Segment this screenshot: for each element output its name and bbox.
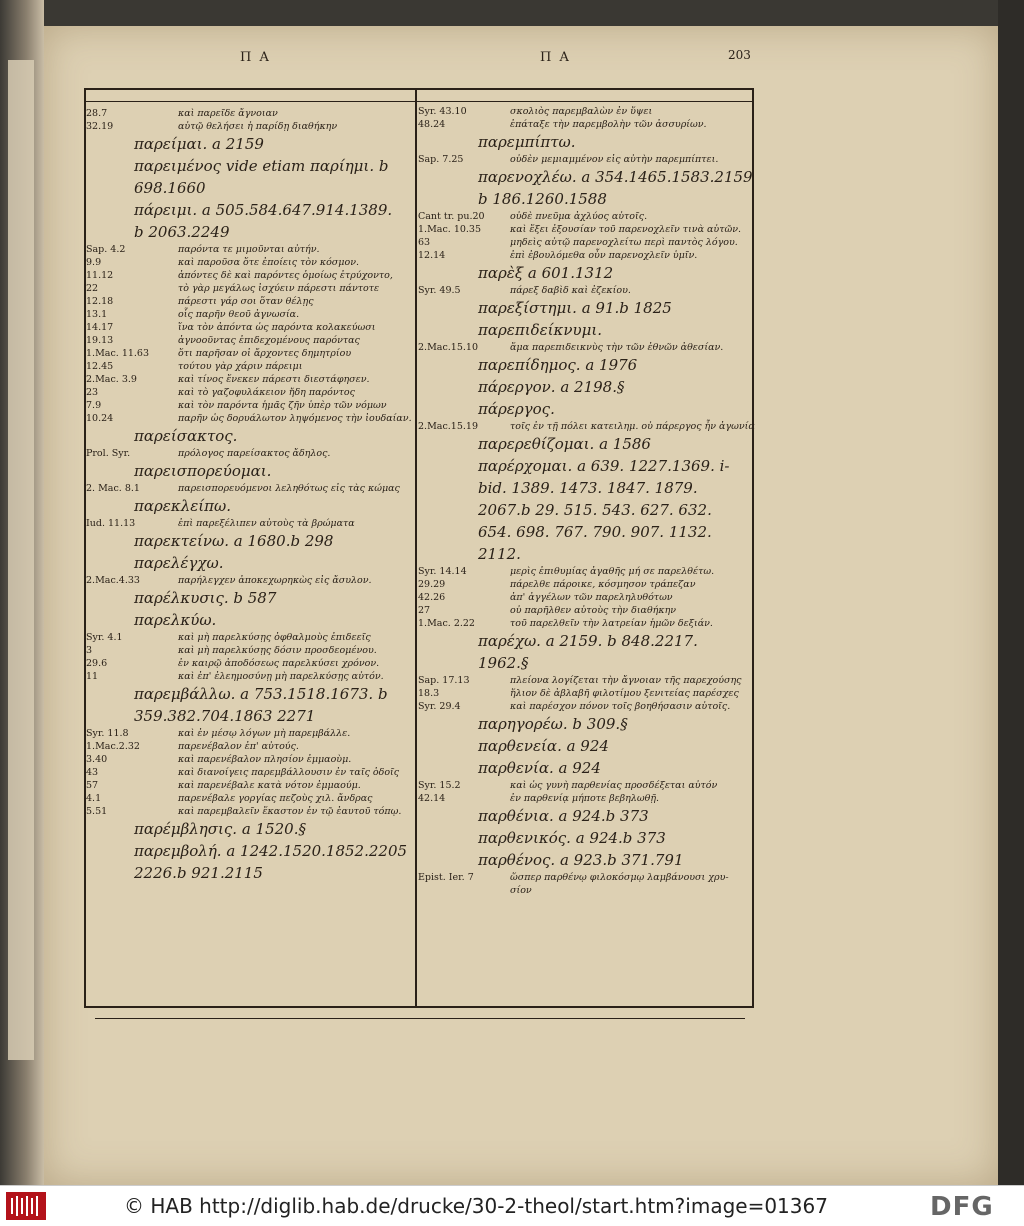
verse-reference: 19.13 (86, 335, 114, 346)
dfg-logo: DFG (930, 1192, 994, 1222)
citation-text: τούτου γὰρ χάριν πάρειμι (178, 361, 303, 372)
index-entry-line (86, 670, 414, 683)
verse-reference: 27 (418, 605, 431, 616)
lemma-heading: παρεισπορεύομαι. (134, 462, 272, 480)
citation-text: πάρεστι γάρ σοι ὅταν θέλῃς (178, 296, 314, 307)
index-entry-line (86, 360, 414, 373)
index-entry-line (86, 256, 414, 269)
citation-text: ἐπὶ ἐβουλόμεθα οὖν παρενοχλεῖν ὑμῖν. (510, 250, 698, 261)
citation-text: μηδεὶς αὐτῷ παρενοχλείτω περὶ παντὸς λόγου. (510, 237, 738, 248)
left-column (86, 107, 414, 884)
citation-text: καὶ ἕξει ἐξουσίαν τοῦ παρενοχλεῖν τινὰ αὐτῶν. (510, 224, 741, 235)
citation-text: πάρεξ δαβὶδ καὶ ἐζεκίου. (510, 285, 631, 296)
citation-text: καὶ ἐπ' ἐλεημοσύνῃ μὴ παρελκύσῃς αὐτόν. (178, 671, 384, 682)
citation-text: τοῦ παρελθεῖν τὴν λατρείαν ἡμῶν δεξιάν. (510, 618, 713, 629)
lemma-heading: παρείμαι. a 2159 (134, 135, 264, 153)
lemma-heading: παρεξίστημι. a 91.b 1825 (478, 299, 672, 317)
citation-text: παρήλεγχεν ἀποκεχωρηκὼς εἰς ἄσυλον. (178, 575, 372, 586)
lemma-heading: παρείσακτος. (134, 427, 238, 445)
lemma-heading: bid. 1389. 1473. 1847. 1879. (478, 479, 698, 497)
index-entry-line (418, 105, 751, 118)
index-entry-line (418, 236, 751, 249)
citation-text: ἅμα παρεπιδεικνὺς τὴν τῶν ἐθνῶν ἀθεσίαν. (510, 342, 724, 353)
right-frame-line (752, 88, 754, 1008)
index-entry-line (418, 591, 751, 604)
citation-text: καὶ παρέσχον πόνον τοῖς βοηθήσασιν αὐτοῖς. (510, 701, 731, 712)
index-entry-line (418, 153, 751, 166)
verse-reference: Syr. 14.14 (418, 566, 467, 577)
citation-text: ἐν καιρῷ ἀποδόσεως παρελκύσει χρόνον. (178, 658, 380, 669)
citation-text: οὐδὲν μεμιαμμένον εἰς αὐτὴν παρεμπίπτει. (510, 154, 719, 165)
citation-text: καὶ παροῦσα ὅτε ἐποίεις τὸν κόσμον. (178, 257, 359, 268)
lemma-heading: παρεπίδημος. a 1976 (478, 356, 638, 374)
lemma-heading: παρενοχλέω. a 354.1465.1583.2159 (478, 168, 753, 186)
index-entry-line (418, 884, 751, 897)
index-entry-line (86, 399, 414, 412)
citation-text: πάρελθε πάροικε, κόσμησον τράπεζαν (510, 579, 696, 590)
index-entry-line (86, 334, 414, 347)
verse-reference: 12.14 (418, 250, 446, 261)
index-entry-line (86, 657, 414, 670)
citation-text: παρόντα τε μιμοῦνται αὐτήν. (178, 244, 320, 255)
verse-reference: 29.6 (86, 658, 108, 669)
citation-text: ἐπάταξε τὴν παρεμβολὴν τῶν ἀσσυρίων. (510, 119, 707, 130)
index-entry-line (86, 321, 414, 334)
footer-rule-thin (95, 1018, 745, 1019)
lemma-heading: 654. 698. 767. 790. 907. 1132. (478, 523, 712, 541)
verse-reference: 43 (86, 767, 99, 778)
page-number: 203 (728, 48, 751, 62)
verse-reference: Sap. 4.2 (86, 244, 126, 255)
citation-text: πλείονα λογίζεται τὴν ἄγνοιαν τῆς παρεχούσης (510, 675, 742, 686)
verse-reference: 42.14 (418, 793, 446, 804)
lemma-heading: 1962.§ (478, 654, 529, 672)
index-entry-line (86, 779, 414, 792)
lemma-heading: παρεμπίπτω. (478, 133, 576, 151)
index-entry-line (86, 753, 414, 766)
lemma-heading: παρεμβάλλω. a 753.1518.1673. b (134, 685, 388, 703)
citation-text: καὶ μὴ παρελκύσῃς δόσιν προσδεομένου. (178, 645, 377, 656)
citation-text: καὶ διανοίγεις παρεμβάλλουσιν ἐν ταῖς ὁδοῖς (178, 767, 400, 778)
index-entry-line (418, 604, 751, 617)
verse-reference: 2. Mac. 8.1 (86, 483, 140, 494)
verse-reference: 11.12 (86, 270, 114, 281)
citation-text: καὶ παρεῖδε ἄγνοιαν (178, 108, 278, 119)
header-rule-bottom (84, 101, 754, 102)
right-column (418, 105, 755, 897)
citation-text: ὅτι παρῆσαν οἱ ἄρχοντες δημητρίου (178, 348, 352, 359)
lemma-heading: παρέλκυσις. b 587 (134, 589, 277, 607)
lemma-heading: 698.1660 (134, 179, 206, 197)
verse-reference: Syr. 15.2 (418, 780, 461, 791)
verse-reference: Syr. 49.5 (418, 285, 461, 296)
citation-text: πρόλογος παρείσακτος ἄδηλος. (178, 448, 331, 459)
citation-text: ἥλιον δὲ ἀβλαβῆ φιλοτίμου ξενιτείας παρέσχες (510, 688, 739, 699)
verse-reference: Iud. 11.13 (86, 518, 136, 529)
index-entry-line (86, 792, 414, 805)
index-entry-line (86, 482, 414, 495)
scan-top-border (44, 0, 998, 26)
verse-reference: Syr. 11.8 (86, 728, 129, 739)
verse-reference: 1.Mac. 10.35 (418, 224, 482, 235)
citation-text: ἐν παρθενίᾳ μήποτε βεβηλωθῇ. (510, 793, 660, 804)
verse-reference: Cant tr. pu.20 (418, 211, 485, 222)
index-entry-line (86, 347, 414, 360)
verse-reference: 4.1 (86, 793, 102, 804)
citation-text: ἐπὶ παρεξέλιπεν αὐτοὺς τὰ βρώματα (178, 518, 355, 529)
index-entry-line (86, 282, 414, 295)
citation-text: οὐ παρῆλθεν αὐτοὺς τὴν διαθήκην (510, 605, 677, 616)
index-entry-line (418, 617, 751, 630)
running-head-left: Π Α (240, 50, 271, 65)
lemma-heading: παρθένος. a 923.b 371.791 (478, 851, 684, 869)
lemma-heading: παρεπιδείκνυμι. (478, 321, 603, 339)
citation-text: τοῖς ἐν τῇ πόλει κατειλημ. οὐ πάρεργος ἦν ἀγωνία (510, 421, 755, 432)
citation-text: ὥσπερ παρθένῳ φιλοκόσμῳ λαμβάνουσι χρυ- (510, 872, 729, 883)
verse-reference: 63 (418, 237, 431, 248)
lemma-heading: παρθενικός. a 924.b 373 (478, 829, 666, 847)
lemma-heading: παρεκλείπω. (134, 497, 231, 515)
verse-reference: 11 (86, 671, 99, 682)
lemma-heading: b 2063.2249 (134, 223, 230, 241)
citation-text: παρῆν ὡς δορυάλωτον ληψόμενος τὴν ἰουδαίαν. (178, 413, 412, 424)
verse-reference: Sap. 7.25 (418, 154, 464, 165)
citation-text: καὶ μὴ παρελκύσῃς ὀφθαλμοὺς ἐπιδεεῖς (178, 632, 371, 643)
verse-reference: 14.17 (86, 322, 114, 333)
verse-reference: 13.1 (86, 309, 108, 320)
index-entry-line (86, 644, 414, 657)
verse-reference: 23 (86, 387, 99, 398)
footer-bar (0, 1185, 1024, 1226)
citation-text: οἷς παρῆν θεοῦ ἀγνωσία. (178, 309, 300, 320)
running-head-right: Π Α (540, 50, 571, 65)
index-entry-line (418, 871, 751, 884)
verse-reference: 22 (86, 283, 99, 294)
lemma-heading: παρθενεία. a 924 (478, 737, 609, 755)
verse-reference: Epist. Ier. 7 (418, 872, 474, 883)
index-entry-line (86, 805, 414, 818)
index-entry-line (418, 118, 751, 131)
citation-text: καὶ ἐν μέσῳ λόγων μὴ παρεμβάλλε. (178, 728, 351, 739)
lemma-heading: b 186.1260.1588 (478, 190, 607, 208)
scan-right-border (998, 0, 1024, 1185)
verse-reference: Syr. 43.10 (418, 106, 467, 117)
index-entry-line (418, 792, 751, 805)
citation-text: ἵνα τὸν ἀπόντα ὡς παρόντα κολακεύωσι (178, 322, 376, 333)
lemma-heading: πάρεργον. a 2198.§ (478, 378, 625, 396)
index-entry-line (418, 565, 751, 578)
index-entry-line (86, 517, 414, 530)
lemma-heading: πάρειμι. a 505.584.647.914.1389. (134, 201, 393, 219)
index-entry-line (418, 341, 751, 354)
index-entry-line (418, 700, 751, 713)
lemma-heading: παρειμένος vide etiam παρίημι. b (134, 157, 389, 175)
index-entry-line (86, 574, 414, 587)
lemma-heading: παρερεθίζομαι. a 1586 (478, 435, 651, 453)
citation-text: τὸ γὰρ μεγάλως ἰσχύειν πάρεστι πάντοτε (178, 283, 380, 294)
verse-reference: 3.40 (86, 754, 108, 765)
index-entry-line (86, 631, 414, 644)
hab-logo-icon (6, 1192, 46, 1220)
verse-reference: Syr. 4.1 (86, 632, 123, 643)
verse-reference: 9.9 (86, 257, 102, 268)
lemma-heading: παρέρχομαι. a 639. 1227.1369. i- (478, 457, 730, 475)
lemma-heading: παρέμβλησις. a 1520.§ (134, 820, 306, 838)
index-entry-line (86, 447, 414, 460)
index-entry-line (418, 779, 751, 792)
index-entry-line (418, 687, 751, 700)
index-entry-line (418, 223, 751, 236)
citation-text: καὶ παρενέβαλε κατὰ νότον ἐμμαούμ. (178, 780, 361, 791)
citation-text: ἀγνοοῦντας ἐπιδεχομένους παρόντας (178, 335, 360, 346)
verse-reference: 5.51 (86, 806, 108, 817)
index-entry-line (86, 727, 414, 740)
verse-reference: 10.24 (86, 413, 114, 424)
verse-reference: 28.7 (86, 108, 108, 119)
index-entry-line (418, 284, 751, 297)
citation-text: σκολιὸς παρεμβαλὼν ἐν ὕψει (510, 106, 653, 117)
citation-text: ἀπόντες δὲ καὶ παρόντες ὁμοίως ἐτρύχοντο, (178, 270, 393, 281)
index-entry-line (86, 269, 414, 282)
citation-text: καὶ τὸ γαζοφυλάκειον ἤδη παρόντος (178, 387, 355, 398)
lemma-heading: παρελκύω. (134, 611, 217, 629)
verse-reference: 1.Mac. 11.63 (86, 348, 150, 359)
lemma-heading: παρὲξ a 601.1312 (478, 264, 614, 282)
verse-reference: 1.Mac.2.32 (86, 741, 140, 752)
lemma-heading: παρηγορέω. b 309.§ (478, 715, 628, 733)
index-entry-line (418, 578, 751, 591)
verse-reference: 12.45 (86, 361, 114, 372)
verse-reference: 48.24 (418, 119, 446, 130)
index-entry-line (86, 740, 414, 753)
citation-text: καὶ παρενέβαλον πλησίον ἐμμαοὺμ. (178, 754, 352, 765)
index-entry-line (86, 243, 414, 256)
footer-rule (84, 1006, 754, 1008)
citation-text: καὶ τὸν παρόντα ἡμᾶς ζῆν ὑπὲρ τῶν νόμων (178, 400, 387, 411)
lemma-heading: πάρεργος. (478, 400, 555, 418)
index-entry-line (418, 420, 755, 433)
verse-reference: 2.Mac.4.33 (86, 575, 140, 586)
copyright-link[interactable]: © HAB http://diglib.hab.de/drucke/30-2-theol/start.htm?image=01367 (124, 1194, 828, 1218)
lemma-heading: παρθένια. a 924.b 373 (478, 807, 649, 825)
verse-reference: 2.Mac. 3.9 (86, 374, 137, 385)
citation-text: σίον (510, 885, 532, 896)
citation-text: καὶ παρεμβαλεῖν ἕκαστον ἐν τῷ ἑαυτοῦ τόπῳ. (178, 806, 402, 817)
index-entry-line (86, 295, 414, 308)
index-entry-line (86, 308, 414, 321)
book-binding-edge (0, 0, 44, 1185)
verse-reference: Syr. 29.4 (418, 701, 461, 712)
lemma-heading: παρέχω. a 2159. b 848.2217. (478, 632, 698, 650)
citation-text: παρεισπορευόμενοι λεληθότως εἰς τὰς κώμας (178, 483, 400, 494)
verse-reference: 29.29 (418, 579, 446, 590)
verse-reference: 3 (86, 645, 93, 656)
verse-reference: 2.Mac.15.19 (418, 421, 478, 432)
lemma-heading: παρεμβολή. a 1242.1520.1852.2205 (134, 842, 408, 860)
index-entry-line (86, 412, 414, 425)
index-entry-line (86, 373, 414, 386)
verse-reference: 32.19 (86, 121, 114, 132)
citation-text: καὶ τίνος ἕνεκεν πάρεστι διεστάφησεν. (178, 374, 370, 385)
verse-reference: 57 (86, 780, 99, 791)
citation-text: μερὶς ἐπιθυμίας ἀγαθῆς μή σε παρελθέτω. (510, 566, 715, 577)
verse-reference: 12.18 (86, 296, 114, 307)
citation-text: ἀπ' ἀγγέλων τῶν παρεληλυθότων (510, 592, 673, 603)
verse-reference: 2.Mac.15.10 (418, 342, 478, 353)
lemma-heading: 2067.b 29. 515. 543. 627. 632. (478, 501, 712, 519)
index-entry-line (418, 674, 751, 687)
column-divider (415, 88, 417, 1008)
lemma-heading: 359.382.704.1863 2271 (134, 707, 316, 725)
lemma-heading: παρεκτείνω. a 1680.b 298 (134, 532, 334, 550)
lemma-heading: 2226.b 921.2115 (134, 864, 263, 882)
header-rule-top (84, 88, 754, 90)
index-entry-line (86, 386, 414, 399)
index-entry-line (86, 766, 414, 779)
index-entry-line (86, 120, 414, 133)
citation-text: οὐδὲ πνεῦμα ἀχλύος αὐτοῖς. (510, 211, 648, 222)
index-entry-line (418, 249, 751, 262)
lemma-heading: παρθενία. a 924 (478, 759, 601, 777)
verse-reference: 18.3 (418, 688, 440, 699)
verse-reference: 7.9 (86, 400, 102, 411)
citation-text: παρενέβαλον ἐπ' αὐτούς. (178, 741, 299, 752)
lemma-heading: παρελέγχω. (134, 554, 224, 572)
verse-reference: 42.26 (418, 592, 446, 603)
index-entry-line (418, 210, 751, 223)
citation-text: αὐτῷ θελήσει ἡ παρίδῃ διαθήκην (178, 121, 338, 132)
index-entry-line (86, 107, 414, 120)
citation-text: παρενέβαλε γοργίας πεζοὺς χιλ. ἄνδρας (178, 793, 373, 804)
citation-text: καὶ ὡς γυνὴ παρθενίας προσδέξεται αὐτόν (510, 780, 718, 791)
verse-reference: Sap. 17.13 (418, 675, 470, 686)
lemma-heading: 2112. (478, 545, 521, 563)
verse-reference: Prol. Syr. (86, 448, 131, 459)
verse-reference: 1.Mac. 2.22 (418, 618, 475, 629)
